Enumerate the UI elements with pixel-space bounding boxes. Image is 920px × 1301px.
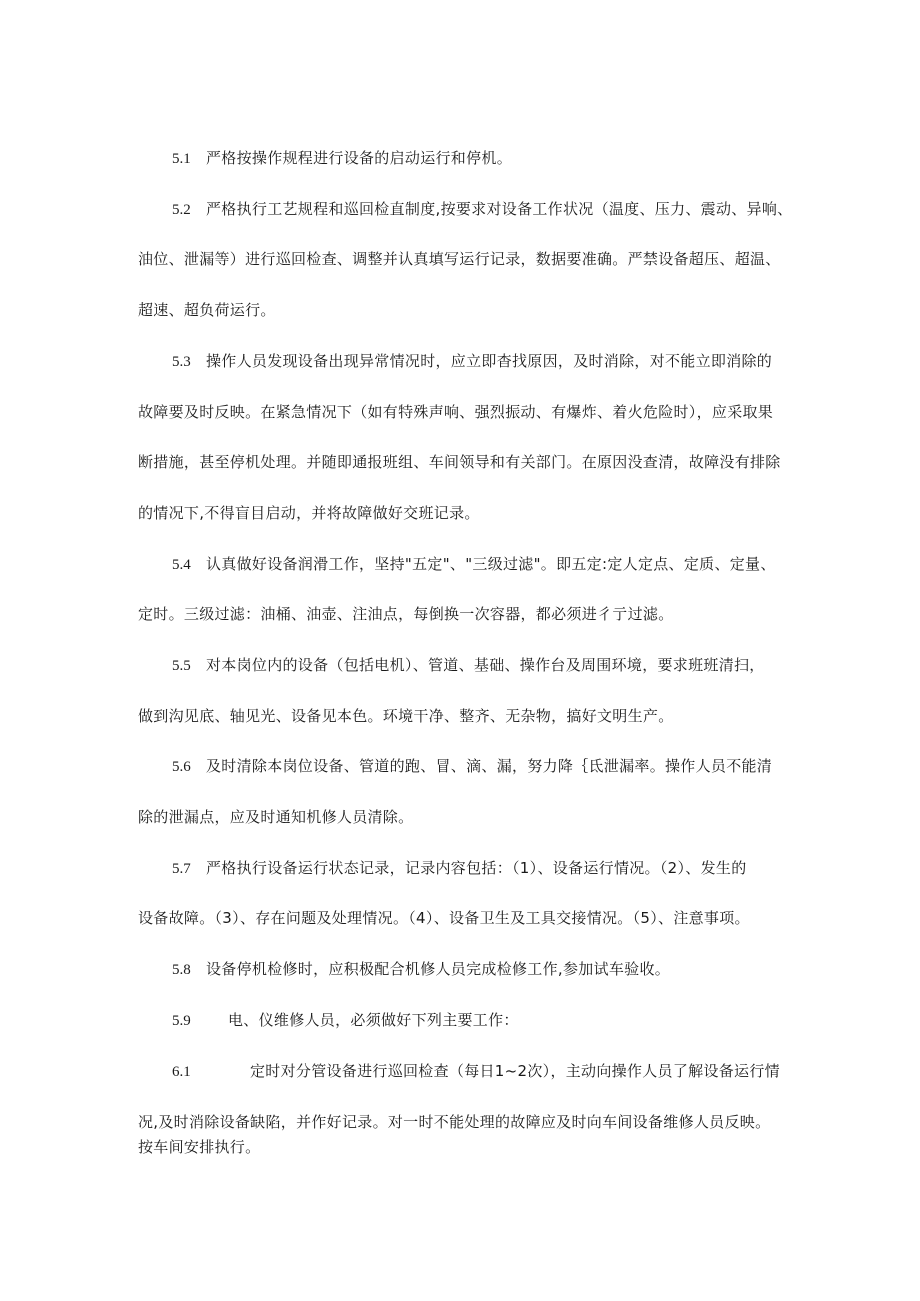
paragraph-text: 况,及时消除设备缺陷，并作好记录。对一时不能处理的故障应及时向车间设备维修人员反映。 [138, 1113, 771, 1131]
paragraph-number: 5.8 [172, 962, 191, 978]
paragraph-5-6-line-2 [138, 807, 413, 827]
paragraph-text: 及时清除本岗位设备、管道的跑、冒、滴、漏，努力降｛氐泄漏率。操作人员不能清 [206, 757, 773, 775]
paragraph-5-3-line-1 [172, 351, 772, 372]
paragraph-6-1-line-2 [138, 1112, 770, 1132]
paragraph-5-5-line-2 [138, 706, 674, 726]
paragraph-5-4-line-2 [138, 604, 674, 624]
paragraph-5-2-line-2 [138, 249, 781, 269]
paragraph-5-3-line-3 [138, 452, 781, 472]
paragraph-text: 定时。三级过滤：油桶、油壶、注油点，每倒换一次容器，都必须进彳亍过滤。 [138, 605, 674, 623]
paragraph-text: 设备故障。（3）、存在问题及处理情况。（4）、设备卫生及工具交接情况。（5）、注意事项。 [138, 909, 750, 927]
paragraph-5-5-line-1 [172, 655, 765, 676]
paragraph-number: 5.3 [172, 354, 191, 370]
paragraph-text: 故障要及时反映。在紧急情况下（如有特殊声响、强烈振动、有爆炸、着火危险时），应采取果 [138, 403, 774, 421]
paragraph-text: 做到沟见底、轴见光、设备见本色。环境干净、整齐、无杂物，搞好文明生产。 [138, 707, 674, 725]
paragraph-text: 严格执行工艺规程和巡回检直制度,按要求对设备工作状况（温度、压力、震动、异响、 [206, 200, 793, 218]
paragraph-text: 断措施，甚至停机处理。并随即通报班组、车间领导和有关部门。在原因没查清，故障没有排除 [138, 453, 781, 471]
paragraph-number: 5.1 [172, 151, 191, 167]
paragraph-text: 认真做好设备润滑工作，坚持"五定"、"三级过滤"。即五定:定人定点、定质、定量、 [206, 555, 776, 573]
paragraph-5-3-line-4 [138, 503, 480, 523]
paragraph-5-8-line-1 [172, 959, 670, 980]
paragraph-text: 对本岗位内的设备（包括电机）、管道、基础、操作台及周围环境，要求班班清扫， [206, 656, 765, 674]
paragraph-5-2-line-3 [138, 300, 276, 320]
paragraph-text: 严格按操作规程进行设备的启动运行和停机。 [206, 149, 513, 167]
paragraph-text: 油位、泄漏等）进行巡回检查、调整并认真填写运行记录，数据要准确。严禁设备超压、超温、 [138, 250, 781, 268]
paragraph-number: 5.5 [172, 658, 191, 674]
paragraph-number: 5.6 [172, 759, 191, 775]
paragraph-text: 电、仪维修人员，必须做好下列主要工作： [228, 1011, 519, 1029]
paragraph-5-3-line-2 [138, 402, 773, 422]
paragraph-text: 定时对分管设备进行巡回检查（每日1~2次），主动向操作人员了解设备运行情 [250, 1062, 780, 1080]
paragraph-6-1-line-3 [138, 1137, 260, 1157]
paragraph-text: 除的泄漏点，应及时通知机修人员清除。 [138, 808, 414, 826]
paragraph-number: 5.9 [172, 1013, 191, 1029]
paragraph-text: 的情况下,不得盲目启动，并将故障做好交班记录。 [138, 504, 480, 522]
paragraph-5-7-line-2 [138, 908, 750, 928]
paragraph-5-7-line-1 [172, 858, 747, 879]
paragraph-5-4-line-1 [172, 554, 776, 575]
paragraph-number: 5.4 [172, 557, 191, 573]
paragraph-number: 5.7 [172, 861, 191, 877]
paragraph-number: 6.1 [172, 1064, 191, 1080]
paragraph-5-2-line-1 [172, 199, 792, 220]
paragraph-5-1-line-1 [172, 148, 512, 169]
paragraph-text: 严格执行设备运行状态记录，记录内容包括：（1）、设备运行情况。（2）、发生的 [206, 859, 747, 877]
paragraph-number: 5.2 [172, 202, 191, 218]
paragraph-6-1-line-1 [172, 1061, 780, 1082]
paragraph-text: 设备停机检修时，应积极配合机修人员完成检修工作,参加试车验收。 [206, 960, 671, 978]
paragraph-text: 按车间安排执行。 [138, 1138, 261, 1156]
paragraph-5-6-line-1 [172, 756, 772, 777]
paragraph-5-9-line-1 [172, 1010, 519, 1031]
paragraph-text: 超速、超负荷运行。 [138, 301, 276, 319]
paragraph-text: 操作人员发现设备出现异常情况时，应立即杳找原因，及时消除，对不能立即消除的 [206, 352, 773, 370]
